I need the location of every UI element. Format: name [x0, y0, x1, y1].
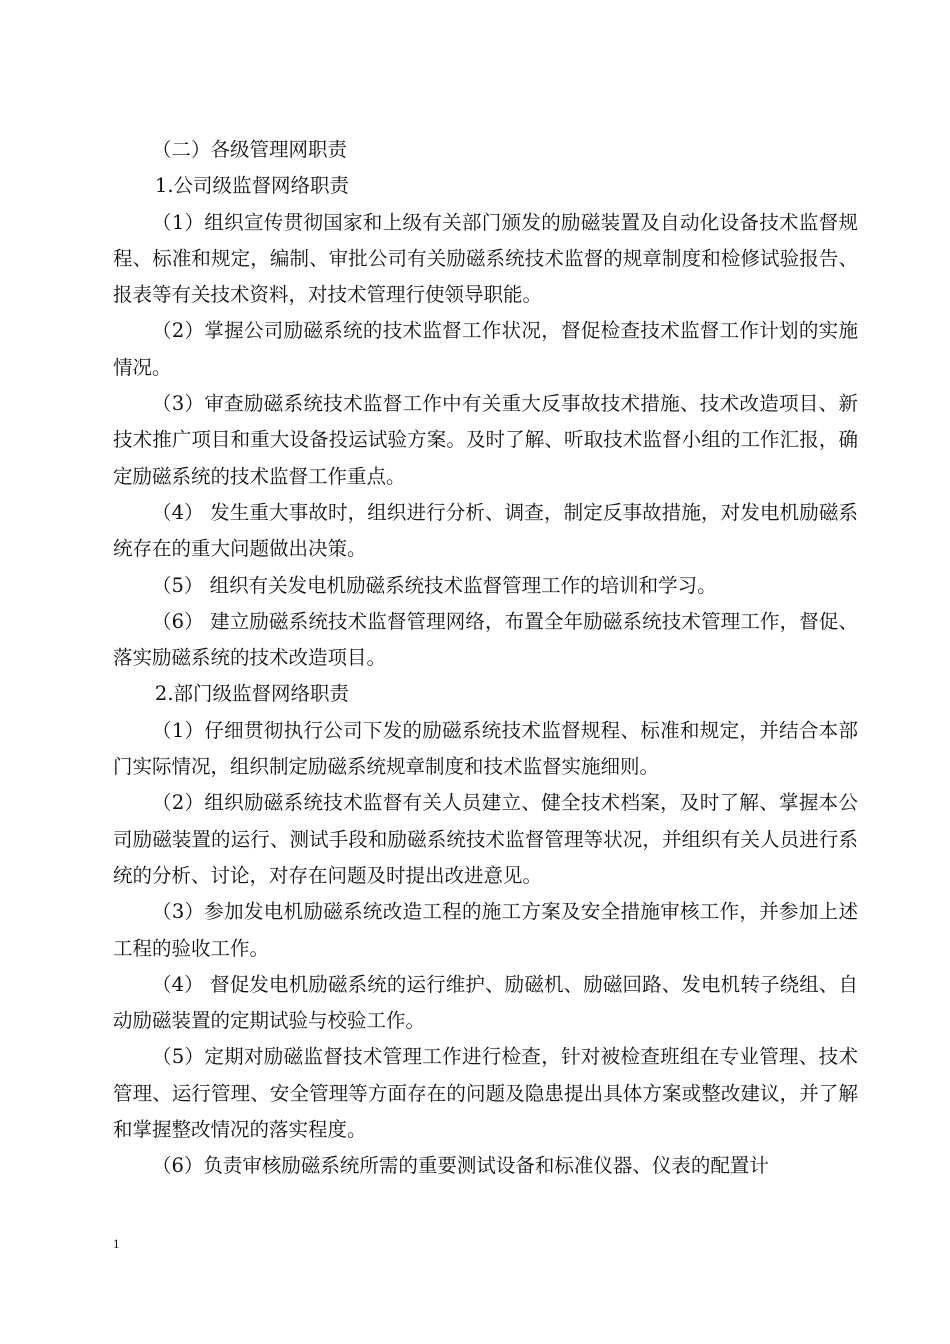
paragraph: （1）组织宣传贯彻国家和上级有关部门颁发的励磁装置及自动化设备技术监督规程、标准和规定，编制、审批公司有关励磁系统技术监督的规章制度和检修试验报告、报表等有关技术资料，对技术管理行使领导职能。	[113, 210, 858, 307]
subsection-title-company: 1.公司级监督网络职责	[154, 174, 350, 198]
paragraph: （5） 组织有关发电机励磁系统技术监督管理工作的培训和学习。	[152, 573, 717, 597]
paragraph: （5）定期对励磁监督技术管理工作进行检查，针对被检查班组在专业管理、技术管理、运行管理、安全管理等方面存在的问题及隐患提出具体方案或整改建议，并了解和掌握整改情况的落实程度。	[113, 1045, 858, 1142]
paragraph: （4） 发生重大事故时，组织进行分析、调查，制定反事故措施，对发电机励磁系统存在的重大问题做出决策。	[113, 500, 858, 561]
page-number: 1	[113, 1236, 120, 1251]
paragraph: （1）仔细贯彻执行公司下发的励磁系统技术监督规程、标准和规定，并结合本部门实际情况，组织制定励磁系统规章制度和技术监督实施细则。	[113, 718, 858, 779]
subsection-title-department: 2.部门级监督网络职责	[154, 682, 350, 706]
paragraph: （6） 建立励磁系统技术监督管理网络，布置全年励磁系统技术管理工作，督促、落实励磁系统的技术改造项目。	[113, 609, 858, 670]
paragraph: （2）组织励磁系统技术监督有关人员建立、健全技术档案，及时了解、掌握本公司励磁装置的运行、测试手段和励磁系统技术监督管理等状况，并组织有关人员进行系统的分析、讨论，对存在问题及时提出改进意见。	[113, 791, 858, 887]
paragraph: （2）掌握公司励磁系统的技术监督工作状况，督促检查技术监督工作计划的实施情况。	[113, 319, 858, 379]
paragraph: （3）参加发电机励磁系统改造工程的施工方案及安全措施审核工作，并参加上述工程的验收工作。	[113, 900, 858, 960]
paragraph: （6）负责审核励磁系统所需的重要测试设备和标准仪器、仪表的配置计	[152, 1154, 769, 1178]
section-title: （二）各级管理网职责	[152, 138, 348, 161]
paragraph: （4） 督促发电机励磁系统的运行维护、励磁机、励磁回路、发电机转子绕组、自动励磁装置的定期试验与校验工作。	[113, 972, 858, 1033]
paragraph: （3）审查励磁系统技术监督工作中有关重大反事故技术措施、技术改造项目、新技术推广项目和重大设备投运试验方案。及时了解、听取技术监督小组的工作汇报，确定励磁系统的技术监督工作重点。	[113, 392, 858, 488]
document-body	[113, 132, 858, 1185]
